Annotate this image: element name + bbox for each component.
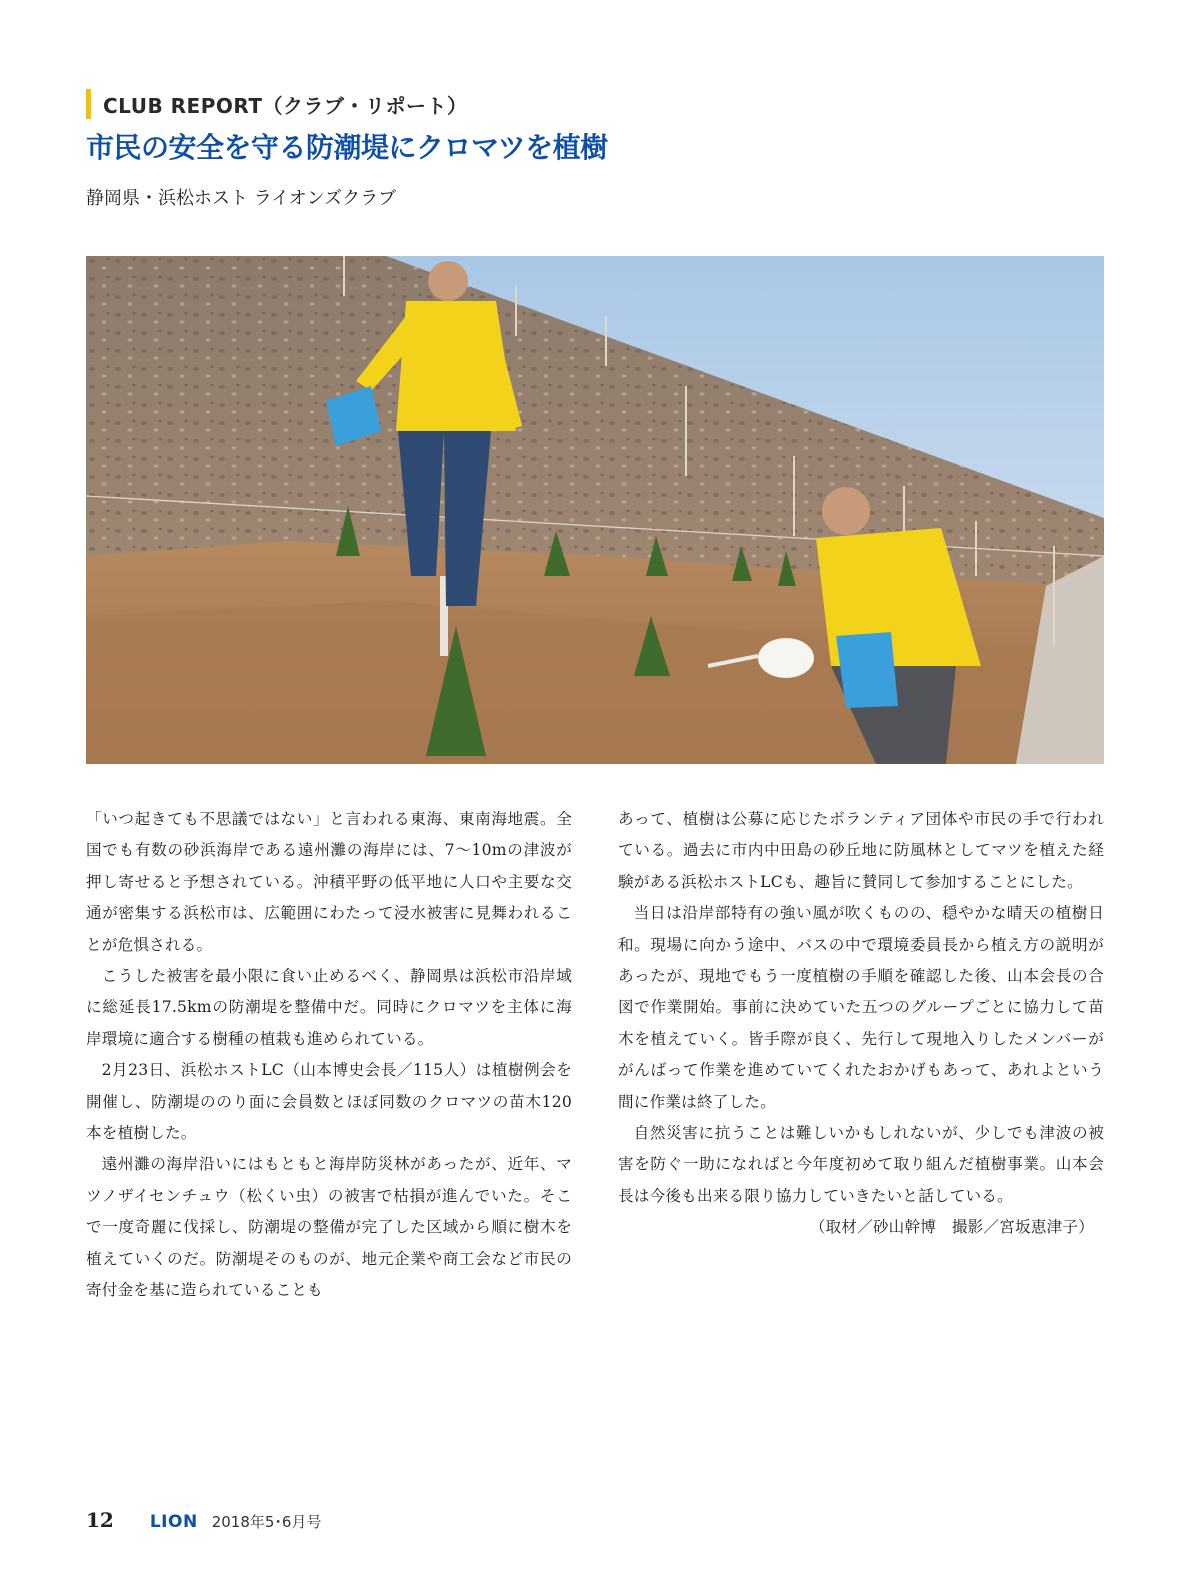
article-title: 市民の安全を守る防潮堤にクロマツを植樹 xyxy=(86,131,608,164)
kicker-accent-bar xyxy=(86,89,91,119)
section-kicker xyxy=(86,88,468,120)
article-column-left xyxy=(86,804,572,1307)
page-number: 12 xyxy=(86,1508,114,1532)
paragraph: 自然災害に抗うことは難しいかもしれないが、少しでも津波の被害を防ぐ一助になればと今年度初めて取り組んだ植樹事業。山本会長は今後も出来る限り協力していきたいと話している。 xyxy=(618,1124,1104,1205)
paragraph: 当日は沿岸部特有の強い風が吹くものの、穏やかな晴天の植樹日和。現場に向かう途中、バスの中で環境委員長から植え方の説明があったが、現地でもう一度植樹の手順を確認した後、山本会長の合図で作業開始。事前に決めていた五つのグループごとに協力して苗木を植えていく。皆手際が良く、先行して現地入りしたメンバーががんばって作業を進めていてくれたおかげもあって、あれよという間に作業は終了した。 xyxy=(618,904,1104,1111)
paragraph: 「いつ起きても不思議ではない」と言われる東海、東南海地震。全国でも有数の砂浜海岸である遠州灘の海岸には、7〜10mの津波が押し寄せると予想されている。沖積平野の低平地に人口や主要な交通が密集する浜松市は、広範囲にわたって浸水被害に見舞われることが危惧される。 xyxy=(86,810,572,954)
page-footer xyxy=(86,1508,321,1532)
paragraph: 2月23日、浜松ホストLC（山本博史会長／115人）は植樹例会を開催し、防潮堤ののり面に会員数とほぼ同数のクロマツの苗木120本を植樹した。 xyxy=(86,1061,572,1143)
club-name: 静岡県・浜松ホスト ライオンズクラブ xyxy=(86,188,397,209)
paragraph: 遠州灘の海岸沿いにはもともと海岸防災林があったが、近年、マツノザイセンチュウ（松くい虫）の被害で枯損が進んでいた。そこで一度奇麗に伐採し、防潮堤の整備が完了した区域から順に樹木を植えていくのだ。防潮堤そのものが、地元企業や商工会など市民の寄付金を基に造られていることも xyxy=(86,1155,572,1300)
article-column-right xyxy=(618,804,1104,1244)
issue-date: 2018年5･6月号 xyxy=(211,1513,322,1531)
paragraph: こうした被害を最小限に食い止めるべく、静岡県は浜松市沿岸域に総延長17.5kmの防潮堤を整備中だ。同時にクロマツを主体に海岸環境に適合する樹種の植栽も進められている。 xyxy=(86,967,572,1048)
magazine-name: LION xyxy=(149,1512,198,1532)
paragraph: あって、植樹は公募に応じたボランティア団体や市民の手で行われている。過去に市内中田島の砂丘地に防風林としてマツを植えた経験がある浜松ホストLCも、趣旨に賛同して参加することにした。 xyxy=(618,810,1104,891)
photo-credit: （取材／砂山幹博 撮影／宮坂恵津子） xyxy=(809,1218,1094,1237)
article-photo xyxy=(86,256,1104,764)
kicker-label: CLUB REPORT（クラブ・リポート） xyxy=(103,93,468,118)
